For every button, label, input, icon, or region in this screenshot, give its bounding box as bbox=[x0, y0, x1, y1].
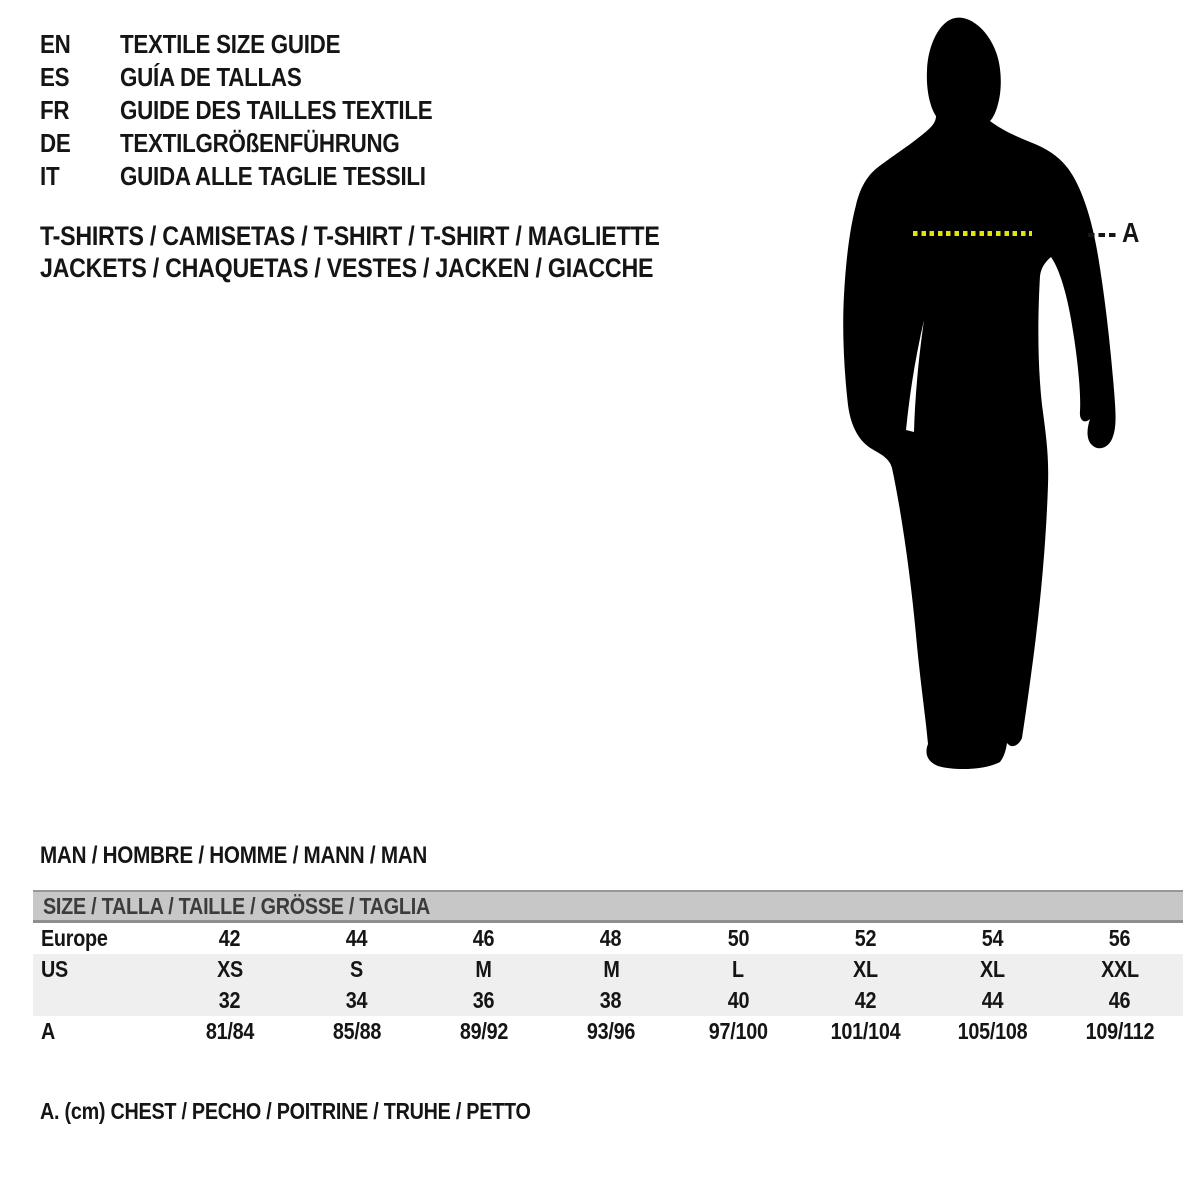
language-code: EN bbox=[40, 29, 71, 59]
size-table-body bbox=[33, 923, 1183, 1047]
size-cell: 34 bbox=[345, 987, 368, 1013]
row-label bbox=[33, 987, 166, 1014]
size-cell: 81/84 bbox=[205, 1018, 254, 1044]
row-label: US bbox=[41, 956, 68, 982]
table-row bbox=[33, 954, 1183, 985]
size-cell: 54 bbox=[981, 925, 1004, 951]
category-line-tshirts: T-SHIRTS / CAMISETAS / T-SHIRT / T-SHIRT / MAGLIETTE bbox=[40, 221, 660, 251]
size-cell: 109/112 bbox=[1085, 1018, 1154, 1044]
row-label: A bbox=[41, 1018, 56, 1044]
language-label: GUIDE DES TAILLES TEXTILE bbox=[120, 95, 433, 125]
size-cell: 101/104 bbox=[830, 1018, 901, 1044]
category-line-jackets: JACKETS / CHAQUETAS / VESTES / JACKEN / GIACCHE bbox=[40, 253, 654, 283]
size-cell: 89/92 bbox=[459, 1018, 508, 1044]
size-cell: 97/100 bbox=[708, 1018, 768, 1044]
size-cell: 85/88 bbox=[332, 1018, 381, 1044]
size-cell: XL bbox=[979, 956, 1005, 982]
size-cell: 93/96 bbox=[586, 1018, 636, 1044]
language-code: ES bbox=[40, 62, 70, 92]
size-cell: 50 bbox=[727, 925, 749, 951]
table-row bbox=[33, 985, 1183, 1016]
size-cell: 46 bbox=[1108, 987, 1131, 1013]
measure-connector-dashes bbox=[1088, 233, 1118, 237]
size-cell: 46 bbox=[473, 925, 495, 951]
language-label: GUIDA ALLE TAGLIE TESSILI bbox=[120, 161, 426, 191]
size-cell: M bbox=[602, 956, 620, 982]
size-cell: 52 bbox=[854, 925, 876, 951]
chest-measure-dotted-line bbox=[913, 231, 1032, 236]
language-code: FR bbox=[40, 95, 70, 125]
row-label: Europe bbox=[41, 925, 108, 951]
size-cell: XL bbox=[852, 956, 878, 982]
size-cell: 40 bbox=[727, 987, 749, 1013]
size-table bbox=[33, 890, 1183, 1047]
size-cell: 48 bbox=[600, 925, 622, 951]
size-cell: 36 bbox=[473, 987, 495, 1013]
size-cell: 42 bbox=[218, 925, 241, 951]
size-cell: S bbox=[350, 956, 364, 982]
size-table-header-label: SIZE / TALLA / TAILLE / GRÖSSE / TAGLIA bbox=[43, 892, 430, 919]
size-cell: L bbox=[732, 956, 744, 982]
size-cell: M bbox=[475, 956, 492, 982]
table-row bbox=[33, 923, 1183, 954]
language-label: TEXTILGRÖßENFÜHRUNG bbox=[120, 128, 400, 158]
measure-footnote: A. (cm) CHEST / PECHO / POITRINE / TRUHE / PETTO bbox=[40, 1098, 531, 1124]
section-title-man: MAN / HOMBRE / HOMME / MANN / MAN bbox=[40, 842, 428, 869]
size-cell: XS bbox=[216, 956, 243, 982]
size-cell: 105/108 bbox=[957, 1018, 1028, 1044]
man-silhouette bbox=[820, 0, 1200, 790]
language-label: TEXTILE SIZE GUIDE bbox=[120, 29, 341, 59]
size-table-header bbox=[33, 890, 1183, 923]
language-code: DE bbox=[40, 128, 71, 158]
language-label: GUÍA DE TALLAS bbox=[120, 62, 302, 92]
size-cell: 38 bbox=[600, 987, 622, 1013]
size-cell: 32 bbox=[218, 987, 241, 1013]
language-code: IT bbox=[40, 161, 60, 191]
size-cell: 44 bbox=[981, 987, 1004, 1013]
measure-label-a: A bbox=[1122, 217, 1140, 248]
size-cell: 44 bbox=[345, 925, 368, 951]
size-cell: XXL bbox=[1100, 956, 1139, 982]
size-cell: 56 bbox=[1108, 925, 1131, 951]
table-row bbox=[33, 1016, 1183, 1047]
size-cell: 42 bbox=[854, 987, 876, 1013]
